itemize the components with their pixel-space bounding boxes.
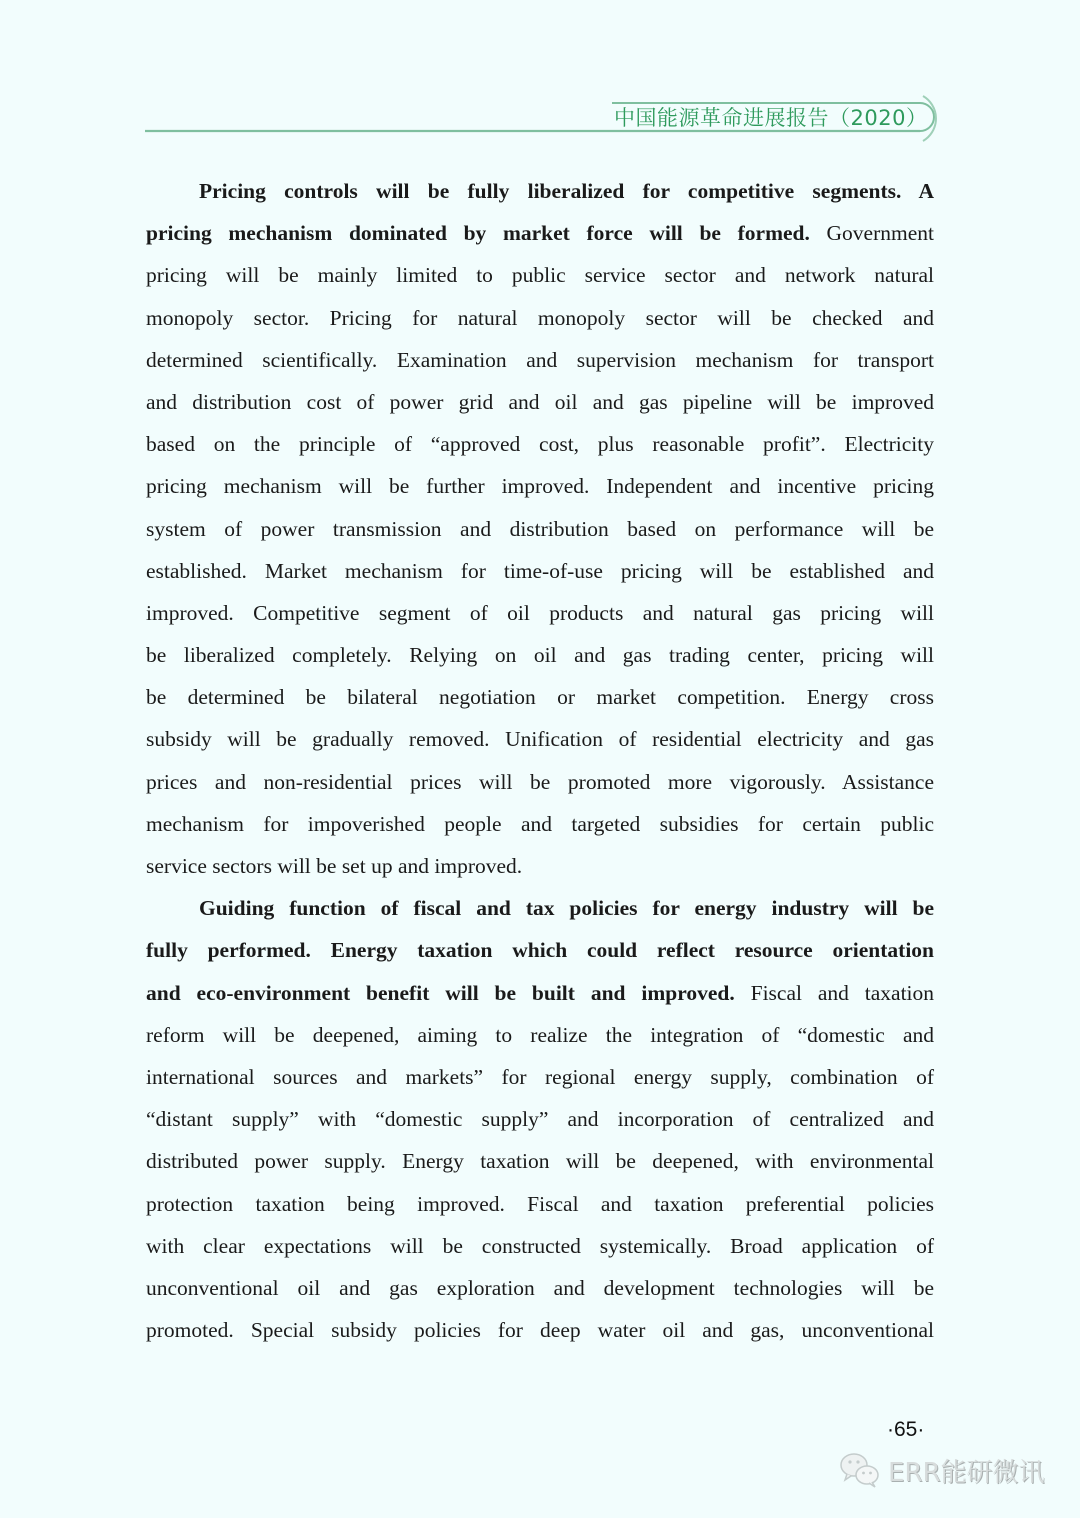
wechat-icon bbox=[838, 1450, 882, 1490]
text-line bbox=[146, 170, 934, 212]
normal-run: promoted. Special subsidy policies for deep water oil and gas, unconventional bbox=[146, 1318, 934, 1343]
text-line bbox=[146, 465, 934, 507]
text-line bbox=[146, 761, 934, 803]
text-line bbox=[146, 508, 934, 550]
text-line bbox=[146, 381, 934, 423]
bold-run: fully performed. Energy taxation which could reflect resource orientation bbox=[146, 938, 934, 963]
normal-run: reform will be deepened, aiming to realize the integration of “domestic and bbox=[146, 1022, 934, 1047]
text-line bbox=[146, 1056, 934, 1098]
normal-run: based on the principle of “approved cost, plus reasonable profit”. Electricity bbox=[146, 432, 934, 457]
bold-run: Pricing controls will be fully liberalized for competitive segments. A bbox=[199, 179, 934, 203]
watermark bbox=[838, 1448, 1045, 1492]
normal-run: determined scientifically. Examination and supervision mechanism for transport bbox=[146, 347, 934, 372]
normal-run: international sources and markets” for regional energy supply, combination of bbox=[146, 1064, 934, 1089]
bold-run: Guiding function of fiscal and tax policies for energy industry will be bbox=[199, 896, 934, 921]
text-line bbox=[146, 845, 934, 887]
bold-run: and eco-environment benefit will be built and improved. bbox=[146, 980, 735, 1005]
normal-run: unconventional oil and gas exploration and development technologies will be bbox=[146, 1275, 934, 1300]
normal-run: service sectors will be set up and improved. bbox=[146, 854, 523, 878]
text-line bbox=[146, 1267, 934, 1309]
text-line bbox=[146, 676, 934, 718]
text-line bbox=[146, 254, 934, 296]
normal-run: system of power transmission and distribution based on performance will be bbox=[146, 516, 934, 541]
text-line bbox=[146, 1140, 934, 1182]
text-line bbox=[146, 423, 934, 465]
normal-run: distributed power supply. Energy taxation will be deepened, with environmental bbox=[146, 1149, 934, 1174]
text-line bbox=[146, 1183, 934, 1225]
text-line bbox=[146, 1309, 934, 1351]
normal-run: be determined be bilateral negotiation or market competition. Energy cross bbox=[146, 685, 934, 710]
normal-run: be liberalized completely. Relying on oil and gas trading center, pricing will bbox=[146, 643, 934, 668]
normal-run: “distant supply” with “domestic supply” and incorporation of centralized and bbox=[146, 1107, 934, 1132]
running-header bbox=[0, 0, 1080, 150]
normal-run: Fiscal and taxation bbox=[734, 980, 935, 1005]
bold-run: pricing mechanism dominated by market force will be formed. bbox=[146, 221, 810, 246]
text-line bbox=[146, 592, 934, 634]
normal-run: pricing mechanism will be further improved. Independent and incentive pricing bbox=[146, 474, 934, 499]
text-line bbox=[146, 339, 934, 381]
body-text bbox=[146, 170, 934, 1351]
text-line bbox=[146, 634, 934, 676]
text-line bbox=[146, 212, 934, 254]
paragraph-fiscal-tax bbox=[146, 887, 934, 1351]
watermark-text: ERR能研微讯 bbox=[888, 1457, 1045, 1488]
text-line bbox=[146, 1225, 934, 1267]
text-line bbox=[146, 718, 934, 760]
normal-run: established. Market mechanism for time-of-use pricing will be established and bbox=[146, 558, 934, 583]
normal-run: monopoly sector. Pricing for natural monopoly sector will be checked and bbox=[146, 305, 934, 330]
normal-run: prices and non-residential prices will be promoted more vigorously. Assistance bbox=[146, 769, 934, 794]
normal-run: improved. Competitive segment of oil products and natural gas pricing will bbox=[146, 600, 934, 625]
normal-run: pricing will be mainly limited to public service sector and network natural bbox=[146, 263, 934, 288]
text-line bbox=[146, 297, 934, 339]
normal-run: Government bbox=[809, 221, 935, 246]
normal-run: subsidy will be gradually removed. Unification of residential electricity and gas bbox=[146, 727, 934, 752]
normal-run: mechanism for impoverished people and targeted subsidies for certain public bbox=[146, 811, 934, 836]
normal-run: protection taxation being improved. Fiscal and taxation preferential policies bbox=[146, 1191, 934, 1216]
header-title: 中国能源革命进展报告（2020） bbox=[614, 106, 928, 130]
text-line bbox=[146, 929, 934, 971]
normal-run: and distribution cost of power grid and oil and gas pipeline will be improved bbox=[146, 389, 934, 414]
text-line bbox=[146, 1014, 934, 1056]
text-line bbox=[146, 803, 934, 845]
text-line bbox=[146, 550, 934, 592]
text-line bbox=[146, 972, 934, 1014]
paragraph-pricing bbox=[146, 170, 934, 887]
text-line bbox=[146, 887, 934, 929]
text-line bbox=[146, 1098, 934, 1140]
normal-run: with clear expectations will be constructed systemically. Broad application of bbox=[146, 1233, 934, 1258]
page-number: ·65· bbox=[887, 1418, 925, 1441]
